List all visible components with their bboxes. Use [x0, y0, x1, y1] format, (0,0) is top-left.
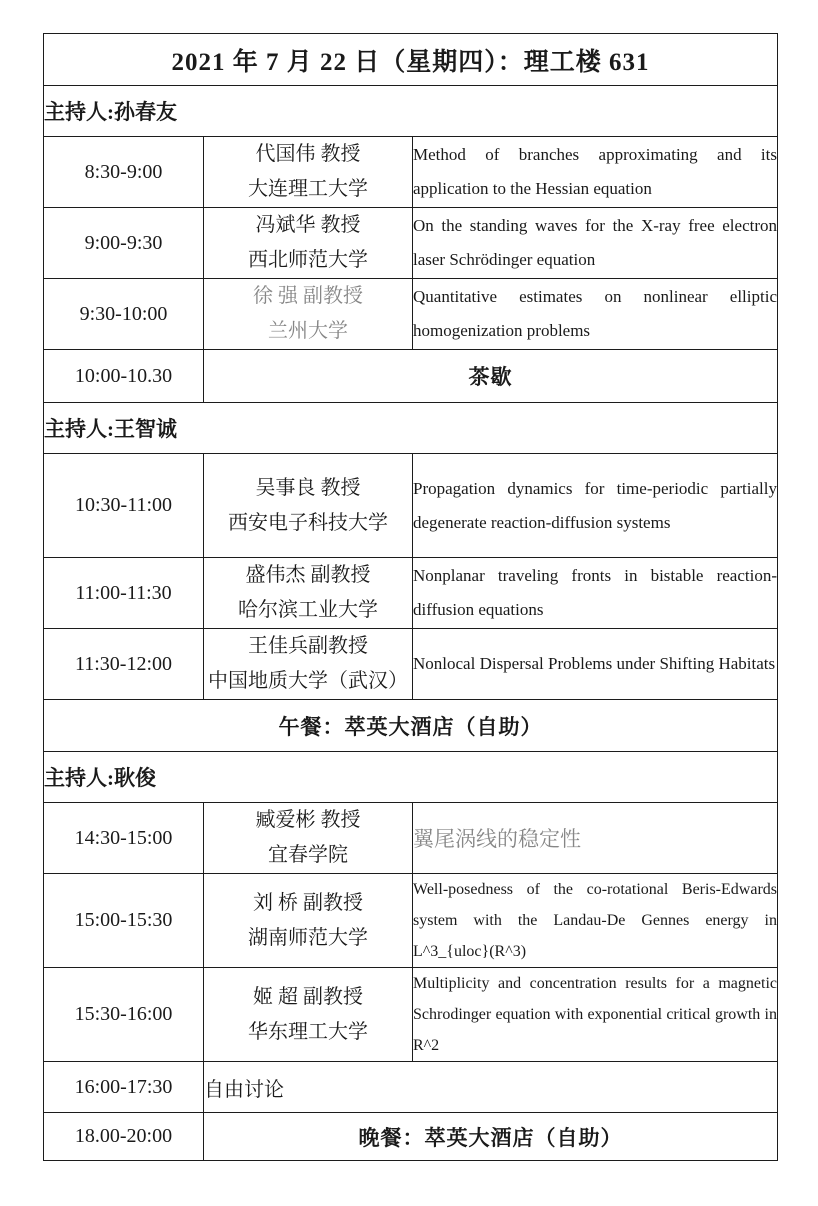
talk-title: 翼尾涡线的稳定性: [413, 803, 778, 874]
session-time: 10:30-11:00: [44, 454, 204, 558]
speaker-affiliation: 哈尔滨工业大学: [238, 599, 378, 621]
speaker-cell: [204, 137, 413, 208]
table-row: [44, 1113, 778, 1161]
speaker-cell: [204, 279, 413, 350]
speaker-name: 王佳兵副教授: [248, 635, 368, 657]
talk-title: On the standing waves for the X-ray free electron laser Schrödinger equation: [413, 208, 778, 279]
speaker-name: 姬 超 副教授: [253, 985, 363, 1008]
speaker-name: 冯斌华 教授: [255, 214, 361, 236]
talk-title: Nonlocal Dispersal Problems under Shifting Habitats: [413, 629, 778, 700]
speaker-affiliation: 大连理工大学: [248, 178, 368, 200]
speaker-cell: [204, 803, 413, 874]
speaker-name: 臧爱彬 教授: [255, 809, 361, 831]
speaker-cell: [204, 629, 413, 700]
session-time: 8:30-9:00: [44, 137, 204, 208]
speaker-name: 徐 强 副教授: [253, 285, 363, 307]
table-row: [44, 874, 778, 968]
speaker-affiliation: 西北师范大学: [248, 249, 368, 271]
speaker-affiliation: 宜春学院: [268, 844, 348, 866]
speaker-affiliation: 西安电子科技大学: [228, 511, 388, 534]
break-label: 茶歇: [204, 350, 778, 403]
speaker-name: 吴事良 教授: [255, 476, 361, 499]
session-time: 11:30-12:00: [44, 629, 204, 700]
program-sheet: [43, 33, 778, 1161]
table-row: [44, 86, 778, 137]
talk-title: Propagation dynamics for time-periodic partially degenerate reaction-diffusion systems: [413, 454, 778, 558]
talk-title: Quantitative estimates on nonlinear elliptic homogenization problems: [413, 279, 778, 350]
table-row: [44, 700, 778, 752]
host-label: 主持人:王智诚: [44, 403, 778, 454]
table-row: [44, 403, 778, 454]
session-time: 14:30-15:00: [44, 803, 204, 874]
host-label: 主持人:孙春友: [44, 86, 778, 137]
schedule-table: [43, 33, 778, 1161]
speaker-cell: [204, 208, 413, 279]
talk-title: Nonplanar traveling fronts in bistable reaction-diffusion equations: [413, 558, 778, 629]
session-time: 16:00-17:30: [44, 1062, 204, 1113]
session-time: 9:30-10:00: [44, 279, 204, 350]
speaker-affiliation: 湖南师范大学: [248, 926, 368, 949]
speaker-affiliation: 兰州大学: [268, 320, 348, 342]
speaker-cell: [204, 968, 413, 1062]
page-title: 2021 年 7 月 22 日（星期四）：理工楼 631: [44, 34, 778, 86]
session-time: 18.00-20:00: [44, 1113, 204, 1161]
table-row: [44, 629, 778, 700]
table-row: [44, 1062, 778, 1113]
speaker-cell: [204, 558, 413, 629]
table-row: [44, 208, 778, 279]
session-time: 15:00-15:30: [44, 874, 204, 968]
meal-label: 午餐：萃英大酒店（自助）: [44, 700, 778, 752]
session-time: 9:00-9:30: [44, 208, 204, 279]
speaker-name: 盛伟杰 副教授: [245, 564, 371, 586]
speaker-affiliation: 华东理工大学: [248, 1020, 368, 1043]
table-row: [44, 558, 778, 629]
table-row: [44, 454, 778, 558]
speaker-affiliation: 中国地质大学（武汉）: [208, 670, 408, 692]
table-row: [44, 34, 778, 86]
host-label: 主持人:耿俊: [44, 752, 778, 803]
table-row: [44, 137, 778, 208]
speaker-name: 刘 桥 副教授: [253, 891, 363, 914]
talk-title: Well-posedness of the co-rotational Beris-Edwards system with the Landau-De Gennes energy in L^3_{uloc}(R^3): [413, 874, 778, 968]
talk-title: Multiplicity and concentration results for a magnetic Schrodinger equation with exponential critical growth in R^2: [413, 968, 778, 1062]
session-time: 15:30-16:00: [44, 968, 204, 1062]
session-time: 10:00-10.30: [44, 350, 204, 403]
discussion-label: 自由讨论: [204, 1062, 778, 1113]
table-row: [44, 968, 778, 1062]
speaker-name: 代国伟 教授: [255, 143, 361, 165]
session-time: 11:00-11:30: [44, 558, 204, 629]
table-row: [44, 752, 778, 803]
speaker-cell: [204, 874, 413, 968]
table-row: [44, 803, 778, 874]
table-row: [44, 350, 778, 403]
speaker-cell: [204, 454, 413, 558]
table-row: [44, 279, 778, 350]
meal-label: 晚餐：萃英大酒店（自助）: [204, 1113, 778, 1161]
talk-title: Method of branches approximating and its application to the Hessian equation: [413, 137, 778, 208]
